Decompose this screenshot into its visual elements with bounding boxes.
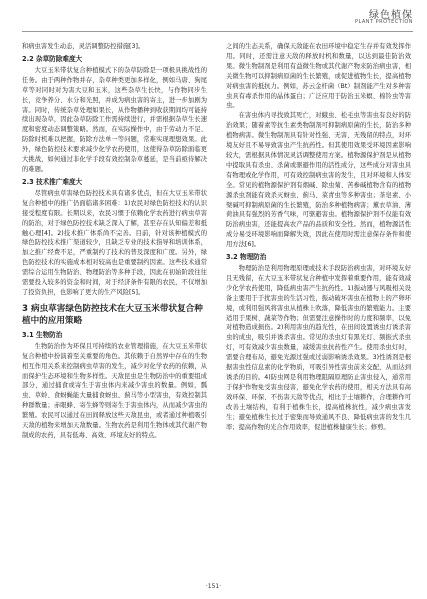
right-column: [226, 42, 411, 432]
left-column-paragraph: 生物防治作为环保且可持续的农业管理措施，在大豆玉米带状复合种植中扮演着至关重要的角色。其依赖于自然界中存在的生物相互作用关系来控制病虫草害的发生，减少对化学农药的依赖，从而保护生态环境和生物多样性。天敌昆虫是生物防治中的重要组成部分，通过捕食或寄生于害虫体内来减少害虫的数量。例如，瓢虫、草蛉、食蚜蝇能大量捕食蚜虫、蓟马等小型害虫，有效控制其种群数量；赤眼蜂、寄生蜂等则寄生于害虫体内，从而减少害虫的繁殖。农民可以通过在田间释放这些天敌昆虫，或者通过种植吸引天敌的植物来增加天敌数量。生物农药是利用生物体或其代谢产物制成的农药，具有低毒、高效、环境友好的特点。: [22, 342, 207, 439]
left-column-paragraph: 大豆玉米带状复合种植模式下的杂草防除是一项极具挑战性的任务。由于两种作物并存，杂草种类更加多样化，例如马唐、狗尾草等对同时对为害大豆和玉米，这些杂草生长快，与作物同步生长，竞争养分、水分和光照，并成为病虫害的寄主，进一步加剧为害。同时，传统杂草处理如果长，从作物播种到收获期间均可能持续出现杂草，因此杂草防除工作需持续进行，并需根据杂草生长速度和密度动态调整策略。然而，在实际操作中，由于劳动力不足、防除时机难以把握，防除方法单一等问题，常难实现理想效果。此外，绿色防控技术要求减少化学农药使用，这使得杂草防除面临更大挑战，如何通过非化学手段有效控制杂草蔓延，是当前亟待解决的难题。: [22, 66, 207, 173]
left-column: [22, 42, 207, 441]
left-column-paragraph: 和病虫害发生动态，灵活调整防控措施[3]。: [22, 43, 145, 50]
right-column-paragraph: 之间的生态关系，确保天敌能在农田环境中稳定生存并有效发挥作用。同时，还需注意天敌的释放时机和数量，以达到最佳防治效果。微生物制剂是利用有益微生物或其代谢产物来防治病虫害，相关微生物可以抑制病原菌的生长繁殖，或促进植物生长，提高植物对病虫害的抵抗力。例如，苏云金杆菌（Bt）制剂能产生对多种害虫具有毒杀作用的晶体蛋白；广泛应用于防治玉米螟、棉铃虫等害虫。: [226, 43, 411, 110]
page-number: ·151·: [205, 583, 222, 590]
journal-section-title: 绿色植保: [369, 10, 413, 21]
page-header: [0, 0, 427, 38]
subsection-heading: 2.2 杂草防除难度大: [22, 54, 83, 63]
right-column-paragraph: 在害虫体内寻找致其死亡，对蛾虫、松毛虫等害虫有良好的防治效果；随着素等抗生素类物制剂可抑制病原菌的生长，防治多种植物病害。微生物制剂具有针对性强、无害、无残留的特点，对环境友好且不易导致害虫产生抗药性。但其使用效果受环境因素影响较大，需根据具体情况灵活调整使用方案。植物源保护剂是从植物中提取具有杀虫、杀菌或驱避作用的活性成分，这些成分对害虫具有物理或化学作用，可有效控制病虫害的发生，且对环境和人体安全。常见的植物源保护剂有烟碱、除虫菊、苦参碱植物含有的植物源杀虫剂能有效杀灭蚜虫、蓟马、菜青虫等多种害虫；茶皂素、小檗碱可抑制病原菌的生长繁殖，防治多种植物病害；薰衣草油、薄荷油具有强烈的芳香气味，可驱避害虫。植物源保护剂不仅能有效防治病虫害，还能提高农产品的品质和安全性。然而，植物源活性成分易受环境影响而降解失效，因此在使用时需注意保存条件和使用方法[6]。: [226, 112, 411, 249]
header-rule: [22, 31, 413, 32]
subsection-heading: 3.1 生物防治: [22, 330, 63, 339]
left-column-paragraph: 尽管病虫草害绿色防控技术具有诸多优点，但在大豆玉米带状复合种植中的推广仍面临诸多困难：1)农民对绿色防控技术的认识接受程度有限。长期以来，农民习惯于依赖化学农药进行病虫草害的防治，对于绿色防控技术缺乏深入了解，甚至存在认知偏差和抵触心理[4]。2)技术推广体系尚不完善。目前，针对该种植模式的绿色防控技术推广渠道较少，且缺乏专业的技术指导和培训体系，加之推广经费不足，严重制约了技术的普及深度和广度。另外，绿色防控技术的实施成本相对较高也是重要制约因素。这些技术通常需综合运用生物防治、物理防治等多种手段，因此在初始阶段往往需要投入较多的资金和时间，对于经济条件有限的农民，不仅增加了投资负担，也影响了更大的生产风险[5]。: [22, 189, 207, 296]
section-heading: 3 病虫草害绿色防控技术在大豆玉米带状复合种植中的应用策略: [22, 303, 203, 326]
subsection-heading: 2.3 技术推广难度大: [22, 177, 83, 186]
right-column-paragraph: 物理防治是利用物理原理或技术手段防治病虫害，对环境友好且无残留，在大豆玉米带状复合种植中发挥着重要作用，能有效减少化学农药使用，降低病虫害产生抗药性。1)振动器与风吸相关设备主要用于于扰害虫的生活习性，振动破坏害虫在植物上的产卵环境，或利用强风将害虫从植株上吹落，降低害虫的繁殖能力。主要适用于果树、蔬菜等作物；但需要注意操作时的力度和频率，以免对植物造成损伤。2)利用害虫的趋光性，在田间设置诱虫灯诱杀害虫的成虫，吸引并诱杀害虫。常见的杀虫灯有黑光灯、频振式杀虫灯，可有效减少害虫数量，减缓害虫抗药性产生。使用杀虫灯时，需要合理布局，避免光源过强或过弱影响诱杀效果。3)性诱剂是根据害虫性信息素的化学物质，可吸引异性害虫前来交配，从而达到诱杀的目的。4)防虫网是利用物理阻隔原理防止害虫侵入，通常用于保护作物免受害虫侵害，避免化学农药的使用，相关方法具有高效环保、环保、不伤害天敌等优点，相比于土壤耕作，合理耕作可改善土壤结构，有利于植株生长，提高植株抗性，减少病虫害发生；避免植株生长过于密集而导致通风不良、降低病虫害的发生几率；提高作物的光合作用效率，促进植株健康生长；修剪。: [226, 265, 411, 431]
subsection-heading: 3.2 物理防治: [226, 253, 267, 262]
journal-section-subtitle: PLANT PROTECTION: [354, 19, 413, 25]
